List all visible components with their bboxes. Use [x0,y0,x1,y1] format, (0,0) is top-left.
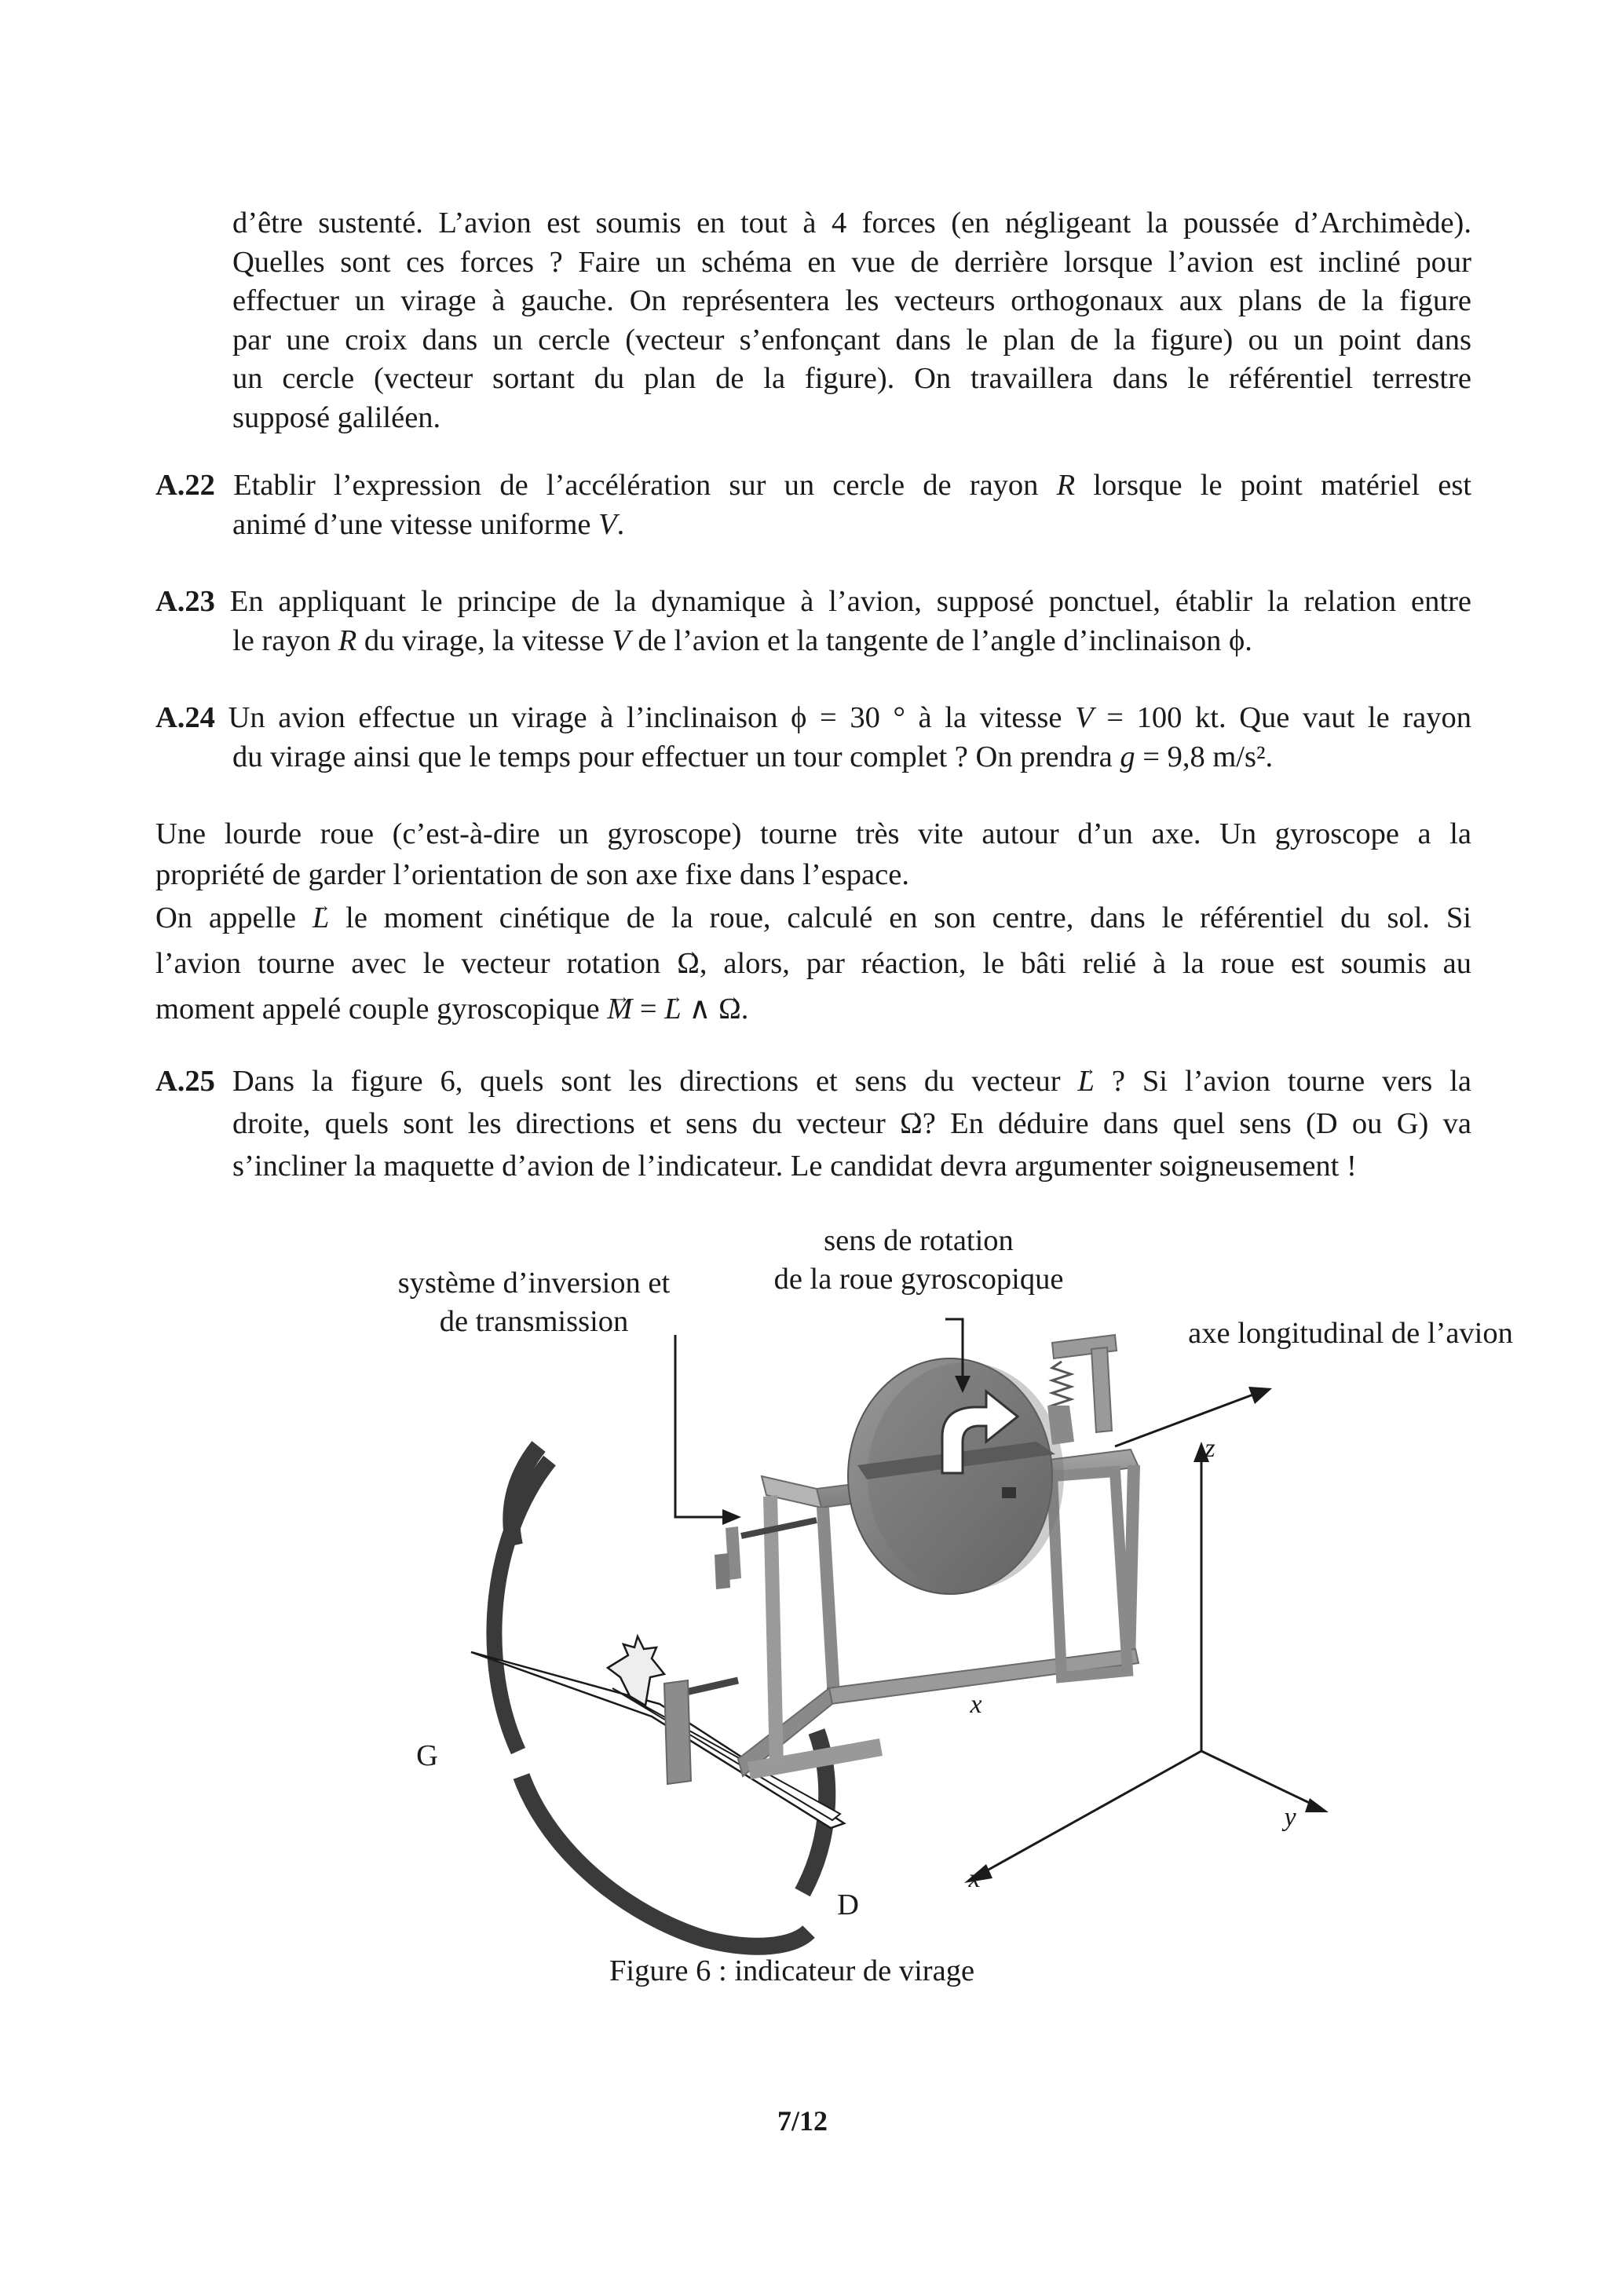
figure-caption: Figure 6 : indicateur de virage [609,1954,975,1987]
axis-label-x-bottom: x [968,1864,981,1893]
question-a24: A.24 Un avion effectue un virage à l’inclinaison ϕ = 30 ° à la vitesse V = 100 kt. Que vaut le rayon du virage ainsi que le temps pour effectuer un tour complet ? On prendra g = 9,8 m/s². [155,701,1472,773]
intro-line: d’être sustenté. L’avion est soumis en tout à 4 forces (en négligeant la poussée d’Archimède). [232,207,1471,239]
vector-omega: → Ω [677,941,700,986]
intro-line: Quelles sont ces forces ? Faire un schéma en vue de derrière lorsque l’avion est incliné pour [232,245,1471,279]
vector-L: → L [313,895,329,941]
axis-label-y: y [1284,1803,1296,1832]
question-label: A.24 [155,701,215,734]
intro-line: par une croix dans un cercle (vecteur s’enfonçant dans le plan de la figure) ou un point dans [232,323,1471,356]
vector-M: → M [607,986,632,1032]
vector-omega: → Ω [718,986,741,1032]
intro-line: supposé galiléen. [232,400,441,434]
dial-label-G: G [416,1739,438,1772]
axis-label-z: z [1204,1434,1215,1463]
longitudinal-axis-arrow [1115,1387,1272,1446]
question-label: A.23 [155,585,215,618]
axis-label-x-top: x [970,1690,982,1719]
page-number: 7/12 [777,2105,828,2137]
intro-line: un cercle (vecteur sortant du plan de la figure). On travaillera dans le référentiel terrestre [232,362,1471,395]
vector-L: → L [1078,1060,1095,1102]
dial-label-D: D [837,1888,859,1921]
question-a25: A.25 Dans la figure 6, quels sont les directions et sens du vecteur → L ? Si l’avion tourne vers la droite, quels sont les directions et sens du vecteur → Ω? En déduire dans quel sens (D ou G) va s’incliner la maquette d’avion de l’indicateur. Le candidat devra argumenter soigneusement ! [155,1060,1471,1187]
vector-omega: → Ω [900,1102,923,1145]
spring-bracket [1047,1335,1117,1445]
label-rotation-direction: sens de rotation de la roue gyroscopique [773,1224,1064,1296]
label-longitudinal-axis: axe longitudinal de l’avion [1188,1317,1513,1350]
question-label: A.25 [155,1065,215,1098]
question-a22: A.22 Etablir l’expression de l’accélération sur un cercle de rayon R lorsque le point matériel est animé d’une vitesse uniforme V. [155,469,1471,541]
label-inversion-system: système d’inversion et de transmission [397,1267,671,1338]
intro-line: effectuer un virage à gauche. On représentera les vecteurs orthogonaux aux plans de la figure [232,284,1471,317]
vector-L: → L [664,986,681,1032]
question-label: A.22 [155,469,215,502]
gyroscope-wheel [848,1358,1064,1594]
gyroscope-paragraph: Une lourde roue (c’est-à-dire un gyroscope) tourne très vite autour d’un axe. Un gyroscope a la propriété de garder l’orientation de son axe fixe dans l’espace. On appelle → L le moment cinétique de la roue, calculé en son centre, dans le référentiel du sol. Si l’avion tourne avec le vecteur rotation → Ω, alors, par réaction, le bâti relié à la roue est soumis au moment appelé couple gyroscopique → M = → L ∧ → Ω. [155,813,1471,1032]
question-a23: A.23 En appliquant le principe de la dynamique à l’avion, supposé ponctuel, établir la relation entre le rayon R du virage, la vitesse V de l’avion et la tangente de l’angle d’inclinaison ϕ. [155,585,1471,657]
